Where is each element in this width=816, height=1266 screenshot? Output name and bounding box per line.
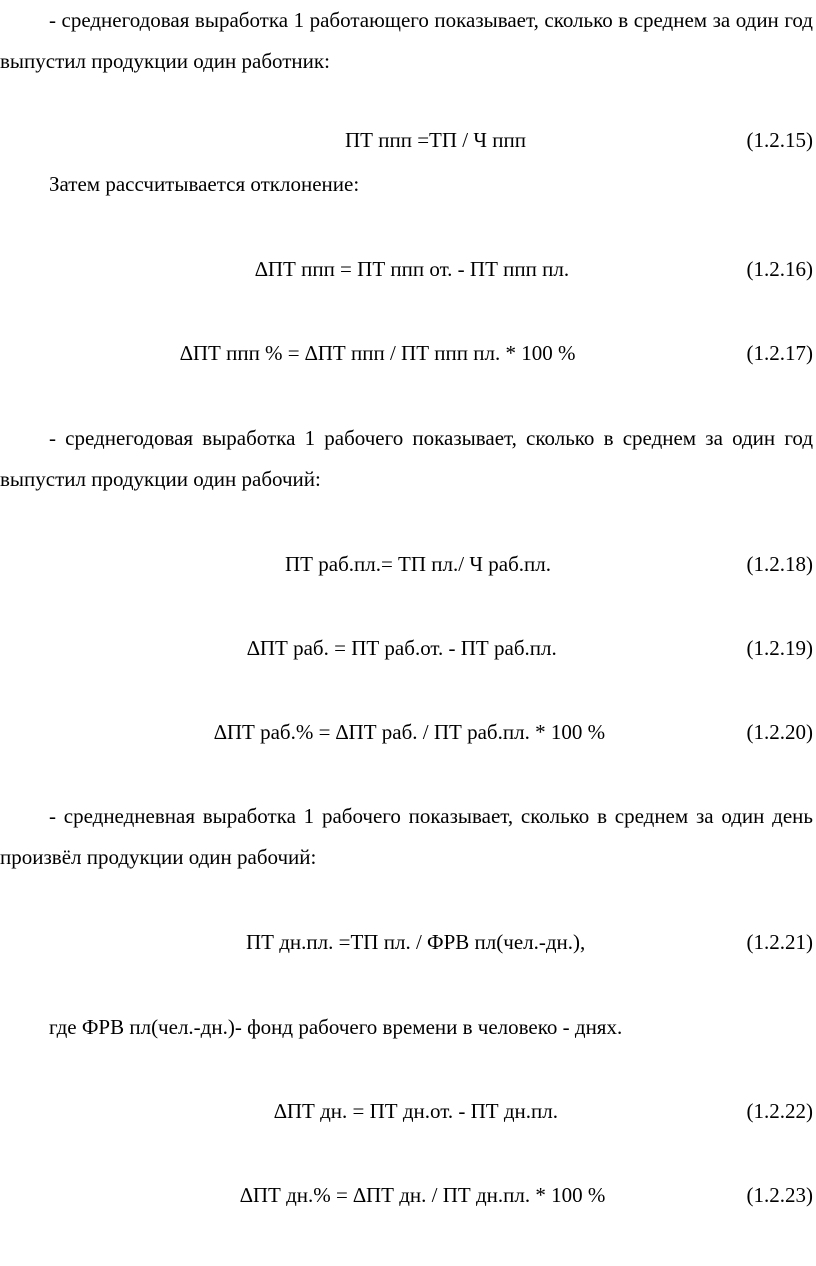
paragraph-avg-daily-output-worker: - среднедневная выработка 1 рабочего показывает, сколько в среднем за один день произвёл продукции один рабочий:: [0, 804, 813, 869]
equation-number-1-2-20: (1.2.20): [746, 720, 813, 744]
equation-number-1-2-15: (1.2.15): [746, 128, 813, 152]
paragraph-frv-definition: где ФРВ пл(чел.-дн.)- фонд рабочего времени в человеко - днях.: [49, 1015, 623, 1039]
equation-number-1-2-16: (1.2.16): [746, 257, 813, 281]
equation-number-1-2-21: (1.2.21): [746, 930, 813, 954]
formula-1-2-19: ∆ПТ раб. = ПТ раб.от. - ПТ раб.пл.: [247, 636, 557, 660]
formula-1-2-23: ∆ПТ дн.% = ∆ПТ дн. / ПТ дн.пл. * 100 %: [240, 1183, 606, 1207]
equation-number-1-2-23: (1.2.23): [746, 1183, 813, 1207]
formula-1-2-16: ∆ПТ ппп = ПТ ппп от. - ПТ ппп пл.: [255, 257, 570, 281]
equation-number-1-2-18: (1.2.18): [746, 552, 813, 576]
paragraph-avg-annual-output-employee: - среднегодовая выработка 1 работающего показывает, сколько в среднем за один год выпустил продукции один работник:: [0, 8, 813, 73]
formula-1-2-21: ПТ дн.пл. =ТП пл. / ФРВ пл(чел.-дн.),: [246, 930, 586, 954]
equation-number-1-2-19: (1.2.19): [746, 636, 813, 660]
formula-1-2-20: ∆ПТ раб.% = ∆ПТ раб. / ПТ раб.пл. * 100 %: [214, 720, 606, 744]
paragraph-deviation-intro: Затем рассчитывается отклонение:: [49, 172, 360, 196]
formula-1-2-22: ∆ПТ дн. = ПТ дн.от. - ПТ дн.пл.: [274, 1099, 558, 1123]
formula-1-2-17: ∆ПТ ппп % = ∆ПТ ппп / ПТ ппп пл. * 100 %: [180, 341, 576, 365]
equation-number-1-2-22: (1.2.22): [746, 1099, 813, 1123]
formula-1-2-18: ПТ раб.пл.= ТП пл./ Ч раб.пл.: [285, 552, 551, 576]
formula-1-2-15: ПТ ппп =ТП / Ч ппп: [345, 128, 526, 152]
paragraph-avg-annual-output-worker: - среднегодовая выработка 1 рабочего показывает, сколько в среднем за один год выпустил продукции один рабочий:: [0, 426, 813, 491]
equation-number-1-2-17: (1.2.17): [746, 341, 813, 365]
